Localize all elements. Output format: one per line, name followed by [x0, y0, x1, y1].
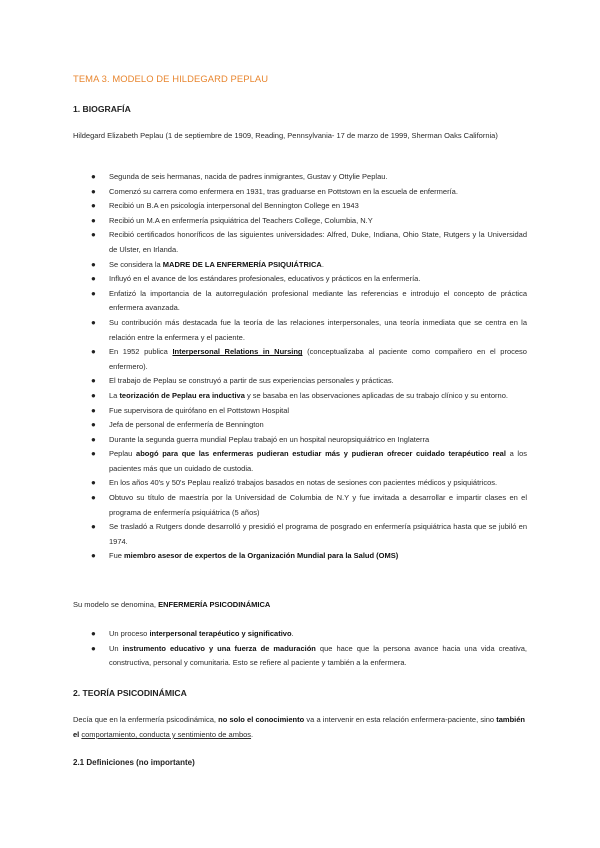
- bullet-bold-text: Interpersonal Relations in Nursing: [172, 347, 303, 357]
- bullet-text: .: [321, 259, 324, 269]
- bullet-bold-text: miembro asesor de expertos de la Organización Mundial para la Salud (OMS): [124, 551, 399, 561]
- bullet-icon: ●: [91, 201, 96, 211]
- bullet-text: Un: [109, 643, 123, 653]
- bullet-icon: ●: [91, 629, 96, 638]
- bullet-text: Un proceso: [109, 629, 150, 638]
- bullet-icon: ●: [91, 172, 96, 181]
- bullet-icon: ●: [91, 551, 96, 561]
- bullet-icon: ●: [91, 288, 96, 298]
- bullet-icon: ●: [91, 347, 96, 357]
- bullet-icon: ●: [91, 643, 96, 653]
- document-title: TEMA 3. MODELO DE HILDEGARD PEPLAU: [73, 73, 269, 84]
- bullet-text: Recibió un B.A en psicología interpersonal del Bennington College en 1943: [109, 201, 359, 211]
- list-item: [91, 228, 527, 257]
- bullet-text: Enfatizó la importancia de la autorregulación profesional mediante las referencias e introdujo el concepto de práctica enfermera avanzada.: [109, 288, 527, 313]
- bullet-text: .: [291, 629, 294, 638]
- bullet-text: El trabajo de Peplau se construyó a partir de sus experiencias personales y prácticas.: [109, 376, 394, 386]
- list-item: [91, 287, 527, 316]
- bullet-bold-text: abogó para que las enfermeras pudieran estudiar más y pudieran ofrecer cuidado terapéutico real: [136, 449, 506, 459]
- list-item: [91, 491, 527, 520]
- bullet-icon: ●: [91, 405, 96, 415]
- model-line: [73, 598, 270, 612]
- bullet-icon: ●: [91, 493, 96, 503]
- bullet-text: a los pacientes más que un cuidado de custodia.: [109, 449, 528, 473]
- bullet-icon: ●: [91, 259, 96, 269]
- bullet-text: Obtuvo su título de maestría por la Universidad de Columbia de N.Y y fue invitada a desarrollar e impartir clases en el programa de enfermería psiquiátrica (5 años): [109, 493, 527, 517]
- bullet-icon: ●: [91, 376, 96, 386]
- bullet-icon: ●: [91, 215, 96, 225]
- bullet-text: Fue: [109, 551, 125, 561]
- teoria-bold-1: no solo el conocimiento: [218, 715, 305, 724]
- list-item: [91, 627, 527, 642]
- bullet-text: Comenzó su carrera como enfermera en 1931, tras graduarse en Pottstown en la escuela de enfermería.: [109, 186, 458, 196]
- bullet-text: que hace que la persona avance hacia una vida creativa, constructiva, personal y comunitaria. Esto se refiere al paciente y también a la enfermera.: [109, 643, 528, 668]
- list-item: [91, 170, 527, 185]
- list-item: [91, 185, 527, 200]
- list-item: [91, 447, 527, 476]
- bullet-text: Fue supervisora de quirófano en el Pottstown Hospital: [109, 405, 290, 415]
- list-item: [91, 272, 527, 287]
- bullet-text: Durante la segunda guerra mundial Peplau trabajó en un hospital neuropsiquiátrico en Inglaterra: [109, 434, 430, 444]
- model-bullet-list: [91, 627, 527, 671]
- list-item: [91, 433, 527, 448]
- bullet-text: Se considera la: [109, 259, 163, 269]
- bullet-bold-text: interpersonal terapéutico y significativo: [149, 629, 292, 638]
- bullet-icon: ●: [91, 390, 96, 400]
- list-item: [91, 258, 527, 273]
- bullet-icon: ●: [91, 434, 96, 444]
- bullet-bold-text: teorización de Peplau era inductiva: [119, 390, 245, 400]
- subsection-heading-definiciones: 2.1 Definiciones (no importante): [73, 758, 195, 767]
- bullet-text: Segunda de seis hermanas, nacida de padres inmigrantes, Gustav y Ottylie Peplau.: [109, 172, 388, 181]
- list-item: [91, 642, 527, 671]
- bullet-text: Jefa de personal de enfermería de Bennington: [109, 420, 264, 430]
- bullet-text: Recibió un M.A en enfermería psiquiátrica del Teachers College, Columbia, N.Y: [109, 215, 373, 225]
- teoria-text-4: .: [251, 730, 254, 739]
- model-line-bold: ENFERMERÍA PSICODINÁMICA: [158, 600, 271, 609]
- bullet-icon: ●: [91, 230, 96, 240]
- bullet-icon: ●: [91, 317, 96, 327]
- bullet-text: (conceptualizaba al paciente como compañero en el proceso enfermero).: [109, 347, 527, 371]
- list-item: [91, 549, 527, 564]
- biography-intro: Hildegard Elizabeth Peplau (1 de septiembre de 1909, Reading, Pennsylvania- 17 de marzo de 1999, Sherman Oaks California): [73, 131, 498, 140]
- bullet-icon: ●: [91, 274, 96, 284]
- list-item: [91, 389, 527, 404]
- bullet-icon: ●: [91, 478, 96, 488]
- list-item: [91, 520, 527, 549]
- teoria-bold-2: también el: [73, 715, 526, 739]
- bullet-text: Recibió certificados honoríficos de las siguientes universidades: Alfred, Duke, Indiana, Ohio State, Rutgers y la Universidad de Ulster, en Irlanda.: [109, 230, 527, 254]
- bullet-bold-text: instrumento educativo y una fuerza de maduración: [122, 643, 316, 653]
- list-item: [91, 418, 527, 433]
- teoria-text-2: va a intervenir en esta relación enfermera-paciente, sino: [304, 715, 497, 724]
- bullet-text: Se trasladó a Rutgers donde desarrolló y presidió el programa de posgrado en enfermería psiquiátrica hasta que se jubiló en 1974.: [109, 522, 527, 546]
- bullet-text: En los años 40's y 50's Peplau realizó trabajos basados en notas de sesiones con pacientes médicos y psiquiátricos.: [109, 478, 498, 488]
- bullet-text: Su contribución más destacada fue la teoría de las relaciones interpersonales, una teoría inmediata que se centra en la relación entre la enfermera y el paciente.: [109, 317, 527, 342]
- list-item: [91, 374, 527, 389]
- section-heading-teoria: 2. TEORÍA PSICODINÁMICA: [73, 688, 187, 698]
- list-item: [91, 404, 527, 419]
- bullet-text: En 1952 publica: [109, 347, 173, 357]
- list-item: [91, 476, 527, 491]
- list-item: [91, 214, 527, 229]
- bullet-text: y se basaba en las observaciones aplicadas de su trabajo clínico y su entorno.: [244, 390, 508, 400]
- section-heading-biografia: 1. BIOGRAFÍA: [73, 104, 131, 114]
- bullet-text: Influyó en el avance de los estándares profesionales, educativos y prácticos en la enfermería.: [109, 274, 421, 284]
- teoria-underlined: comportamiento, conducta y sentimiento de ambos: [81, 730, 252, 739]
- bullet-icon: ●: [91, 449, 96, 459]
- teoria-text-1: Decía que en la enfermería psicodinámica,: [73, 715, 219, 724]
- bullet-icon: ●: [91, 522, 96, 532]
- bullet-text: Peplau: [109, 449, 137, 459]
- bullet-bold-text: MADRE DE LA ENFERMERÍA PSIQUIÁTRICA: [162, 259, 322, 269]
- bullet-icon: ●: [91, 420, 96, 430]
- model-line-text: Su modelo se denomina,: [73, 600, 159, 609]
- biography-bullet-list: [91, 170, 527, 564]
- bullet-text: La: [109, 390, 120, 400]
- list-item: [91, 199, 527, 214]
- list-item: [91, 345, 527, 374]
- bullet-icon: ●: [91, 186, 96, 196]
- list-item: [91, 316, 527, 345]
- teoria-paragraph: [73, 712, 525, 742]
